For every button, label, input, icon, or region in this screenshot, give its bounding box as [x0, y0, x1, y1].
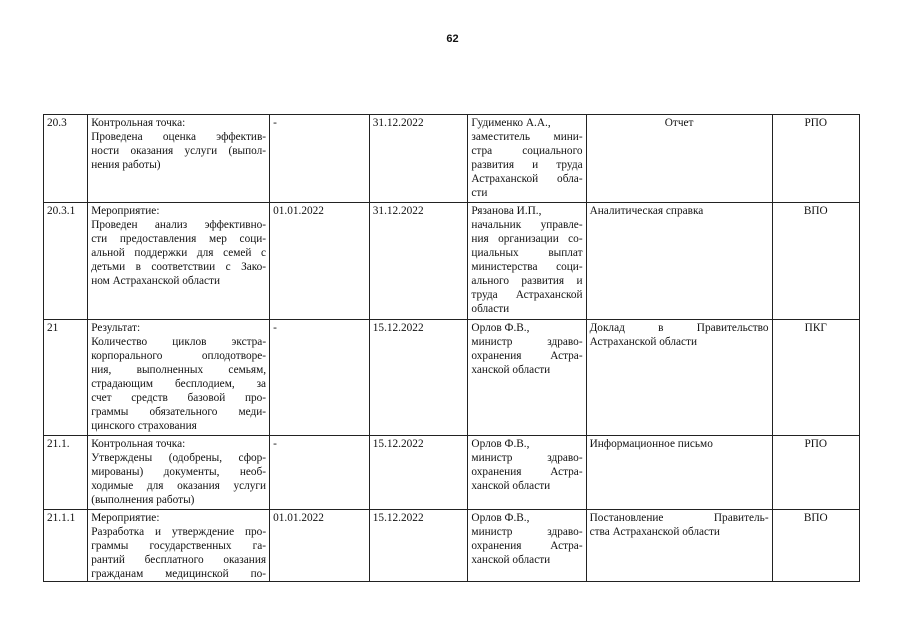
- description-line: рантий бесплатного оказания: [91, 554, 267, 566]
- item-description: [88, 510, 270, 582]
- page-number: 62: [446, 33, 459, 45]
- start-date: -: [270, 115, 370, 203]
- description-line: Количество циклов экстра-: [91, 336, 267, 348]
- item-number: 21.1.: [44, 436, 88, 510]
- document-line: Доклад в Правительство: [589, 322, 769, 334]
- end-date: 15.12.2022: [369, 320, 468, 436]
- description-line: гражданам медицинской по-: [91, 568, 267, 580]
- start-date: -: [270, 436, 370, 510]
- responsible-line: циальных выплат: [471, 247, 583, 259]
- end-date: 15.12.2022: [369, 510, 468, 582]
- responsible-person: [468, 115, 586, 203]
- description-line: Мероприятие:: [91, 512, 160, 524]
- document-line: ства Астраханской области: [589, 526, 720, 538]
- item-number: 20.3: [44, 115, 88, 203]
- responsible-line: охранения Астра-: [471, 540, 583, 552]
- result-document: Информационное письмо: [586, 436, 772, 510]
- responsible-line: ния организации со-: [471, 233, 583, 245]
- responsible-line: заместитель мини-: [471, 131, 583, 143]
- start-date: 01.01.2022: [270, 510, 370, 582]
- description-line: граммы государственных га-: [91, 540, 267, 552]
- responsible-line: охранения Астра-: [471, 350, 583, 362]
- responsible-line: министр здраво-: [471, 526, 583, 538]
- responsible-line: министр здраво-: [471, 336, 583, 348]
- table-row: [44, 510, 860, 582]
- description-line: ния, выполненных семьям,: [91, 364, 267, 376]
- control-level: РПО: [772, 436, 859, 510]
- document-line: Постановление Правитель-: [589, 512, 769, 524]
- item-number: 20.3.1: [44, 203, 88, 320]
- description-line: ности оказания услуги (выпол-: [91, 145, 267, 157]
- item-description: [88, 115, 270, 203]
- description-line: цинского страхования: [91, 420, 197, 432]
- description-line: Контрольная точка:: [91, 438, 186, 450]
- description-line: счет средств базовой про-: [91, 392, 267, 404]
- responsible-line: Гудименко А.А.,: [471, 117, 551, 129]
- start-date: 01.01.2022: [270, 203, 370, 320]
- description-line: альной поддержки для семей с: [91, 247, 267, 259]
- description-line: детьми в соответствии с Зако-: [91, 261, 267, 273]
- responsible-line: развития и труда: [471, 159, 583, 171]
- result-document: Аналитическая справка: [586, 203, 772, 320]
- description-line: Утверждены (одобрены, сфор-: [91, 452, 267, 464]
- description-line: ходимые для оказания услуги: [91, 480, 267, 492]
- responsible-line: ханской области: [471, 364, 551, 376]
- control-level: ПКГ: [772, 320, 859, 436]
- table-row: [44, 436, 860, 510]
- document-line: Астраханской области: [589, 336, 697, 348]
- item-number: 21: [44, 320, 88, 436]
- description-line: (выполнения работы): [91, 494, 195, 506]
- responsible-line: ального развития и: [471, 275, 583, 287]
- result-document: [586, 510, 772, 582]
- item-number: 21.1.1: [44, 510, 88, 582]
- responsible-line: Астраханской обла-: [471, 173, 583, 185]
- responsible-person: [468, 510, 586, 582]
- responsible-line: Орлов Ф.В.,: [471, 438, 530, 450]
- responsible-line: области: [471, 303, 510, 315]
- end-date: 31.12.2022: [369, 203, 468, 320]
- end-date: 15.12.2022: [369, 436, 468, 510]
- responsible-line: министерства соци-: [471, 261, 583, 273]
- table-row: [44, 115, 860, 203]
- responsible-line: сти: [471, 187, 488, 199]
- description-line: мированы) документы, необ-: [91, 466, 267, 478]
- result-document: [586, 320, 772, 436]
- responsible-line: Рязанова И.П.,: [471, 205, 542, 217]
- description-line: Проведен анализ эффективно-: [91, 219, 267, 231]
- description-line: Результат:: [91, 322, 141, 334]
- start-date: -: [270, 320, 370, 436]
- table-row: [44, 320, 860, 436]
- description-line: Проведена оценка эффектив-: [91, 131, 267, 143]
- item-description: [88, 203, 270, 320]
- plan-table: [43, 114, 860, 582]
- description-line: граммы обязательного меди-: [91, 406, 267, 418]
- responsible-person: [468, 320, 586, 436]
- description-line: Контрольная точка:: [91, 117, 186, 129]
- responsible-line: труда Астраханской: [471, 289, 583, 301]
- responsible-line: Орлов Ф.В.,: [471, 322, 530, 334]
- description-line: корпорального оплодотворе-: [91, 350, 267, 362]
- description-line: страдающим бесплодием, за: [91, 378, 267, 390]
- control-level: ВПО: [772, 203, 859, 320]
- responsible-person: [468, 436, 586, 510]
- item-description: [88, 320, 270, 436]
- responsible-line: стра социального: [471, 145, 583, 157]
- responsible-line: начальник управле-: [471, 219, 583, 231]
- responsible-line: Орлов Ф.В.,: [471, 512, 530, 524]
- responsible-line: охранения Астра-: [471, 466, 583, 478]
- responsible-line: ханской области: [471, 480, 551, 492]
- result-document: Отчет: [586, 115, 772, 203]
- description-line: Разработка и утверждение про-: [91, 526, 267, 538]
- responsible-person: [468, 203, 586, 320]
- description-line: ном Астраханской области: [91, 275, 221, 287]
- responsible-line: министр здраво-: [471, 452, 583, 464]
- description-line: нения работы): [91, 159, 161, 171]
- control-level: ВПО: [772, 510, 859, 582]
- end-date: 31.12.2022: [369, 115, 468, 203]
- item-description: [88, 436, 270, 510]
- description-line: Мероприятие:: [91, 205, 160, 217]
- responsible-line: ханской области: [471, 554, 551, 566]
- table-row: [44, 203, 860, 320]
- description-line: сти предоставления мер соци-: [91, 233, 267, 245]
- control-level: РПО: [772, 115, 859, 203]
